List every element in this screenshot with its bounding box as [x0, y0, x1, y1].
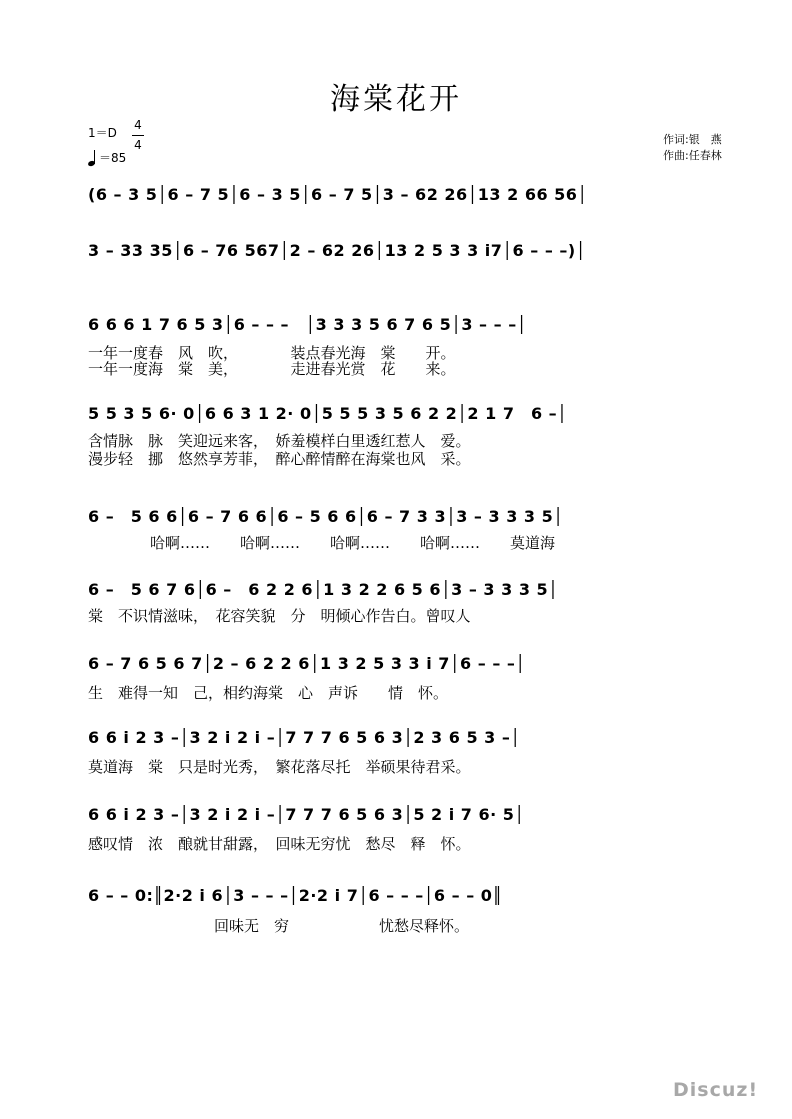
music-line-4: 5 5 3 5 6· 0│6 6 3 1 2· 0│5 5 5 3 5 6 2 2│2 1 7 6 –│: [88, 404, 568, 423]
lyric-line-5: 哈啊…… 哈啊…… 哈啊…… 哈啊…… 莫道海: [150, 534, 556, 552]
song-title: 海棠花开: [330, 82, 462, 117]
music-line-2: 3 – 33 35│6 – 76 567│2 – 62 26│13 2 5 3 3 i7│6 – – –)│: [88, 241, 586, 260]
composer-credit: 作曲:任春林: [663, 149, 722, 162]
lyric-line-8: 莫道海 棠 只是时光秀， 繁花落尽托 举硕果待君采。: [88, 758, 471, 776]
lyric-line-3-verse-2: 一年一度海 棠 美， 走进春光赏 花 来。: [88, 360, 456, 378]
time-signature-line: [132, 135, 144, 136]
lyric-line-7: 生 难得一知 己，相约海棠 心 声诉 情 怀。: [88, 684, 449, 702]
music-line-10: 6 – – 0:║2·2 i 6│3 – – –│2·2 i 7│6 – – –│6 – – 0║: [88, 886, 503, 905]
lyric-line-6: 棠 不识情滋味， 花容笑貌 分 明倾心作告白。曾叹人: [88, 607, 471, 625]
key-signature: 1＝D: [88, 126, 117, 140]
time-signature-bottom: 4: [134, 138, 142, 152]
lyric-line-4-verse-1: 含情脉 脉 笑迎远来客， 娇羞模样白里透红惹人 爱。: [88, 432, 471, 450]
music-line-5: 6 – 5 6 6│6 – 7 6 6│6 – 5 6 6│6 – 7 3 3│3 – 3 3 3 5│: [88, 507, 564, 526]
tempo-value: ＝85: [99, 151, 127, 165]
music-line-1: (6 – 3 5│6 – 7 5│6 – 3 5│6 – 7 5│3 – 62 26│13 2 66 56│: [88, 185, 588, 204]
lyric-line-4-verse-2: 漫步轻 挪 悠然享芳菲， 醉心醉情醉在海棠也风 采。: [88, 450, 471, 468]
music-line-7: 6 – 7 6 5 6 7│2 – 6 2 2 6│1 3 2 5 3 3 i 7│6 – – –│: [88, 654, 526, 673]
music-line-9: 6 6 i 2 3 –│3 2 i 2 i –│7 7 7 6 5 6 3│5 2 i 7 6· 5│: [88, 805, 525, 824]
lyricist-credit: 作词:银 燕: [663, 133, 722, 146]
lyric-line-9: 感叹情 浓 酿就甘甜露， 回味无穷忧 愁尽 释 怀。: [88, 835, 471, 853]
music-line-8: 6 6 i 2 3 –│3 2 i 2 i –│7 7 7 6 5 6 3│2 3 6 5 3 –│: [88, 728, 521, 747]
lyric-line-3-verse-1: 一年一度春 风 吹， 装点春光海 棠 开。: [88, 344, 456, 362]
lyric-line-10: 回味无 穷 忧愁尽释怀。: [214, 917, 470, 935]
quarter-note-icon: [88, 150, 96, 166]
forum-watermark: Discuz!: [673, 1079, 759, 1101]
time-signature: [132, 117, 144, 154]
time-signature-top: 4: [134, 118, 142, 132]
music-line-3: 6 6 6 1 7 6 5 3│6 – – – │3 3 3 5 6 7 6 5│3 – – –│: [88, 315, 527, 334]
tempo-marking: [88, 149, 126, 166]
music-line-6: 6 – 5 6 7 6│6 – 6 2 2 6│1 3 2 2 6 5 6│3 – 3 3 3 5│: [88, 580, 559, 599]
